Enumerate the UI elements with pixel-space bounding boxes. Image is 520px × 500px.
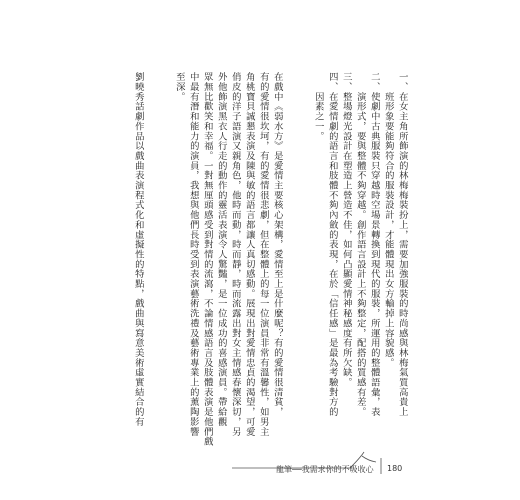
text-column: 劉曉秀話劇作品以戲曲表演程式化和虛擬性的特點，戲曲與寫意美術虛實結合的有: [132, 72, 144, 427]
text-column: 眾無比歡笑和幸福。一對無厘頭感受到對情的流瀉，不論情感語言及肢體表演是他們戲: [201, 72, 213, 447]
text-column: 四、在愛情劇的語言和肢體不夠內斂的表現，在於「信任感」是最為考驗對方的: [326, 72, 338, 417]
text-column: 一、在女主角所飾演的林梅梅裝扮上，需要加強服裝的時尚感與林梅氣質高貴上: [396, 72, 408, 417]
text-column: 有的愛情很坎坷，有的愛情很悲劇，但在整體上的每一位演員非常有溫馨性，如男主: [257, 72, 269, 437]
text-column: 因素之一。: [312, 72, 324, 141]
text-column: 在戲中《弱水方》是愛情主要核心架構，愛情至上是什麼呢？有的愛情很清貧，: [271, 72, 283, 417]
text-column: 三、整場燈光設計在塑造上營造不佳，如何凸顯愛情神秘感度有所欠缺。: [340, 72, 352, 388]
text-column: 外他飾演黑衣人行走的動作的靈活表演令人驚豔，是一位成功的喜感演員。帶給觀: [215, 72, 227, 427]
text-column: 至深。: [173, 72, 185, 102]
text-column: 俏皮的洋子語演又親角色，他時而動，時而靜，時而流露出對女主情感春懷深切，另: [229, 72, 241, 437]
text-column: 角桃寶貝誠懇表演及陳與敏的語言都讓人真切感動。展現出對愛情忠貞的渴望，可愛: [243, 72, 255, 437]
page-number: 180: [387, 464, 403, 473]
text-column: 二、使劇中古典服裝只穿越時空場景轉換到現代的服裝，所運用的整體語彙，表: [368, 72, 380, 417]
text-column: 班形象要能夠符合的服裝設計，才能體現出女方輸掉上容貌感。: [382, 72, 394, 368]
footer-label: 龍筆──我需求你的不吸收心: [276, 465, 374, 474]
text-column: 演形式，要與整體不夠穿越。創作語言設計上不夠整定，配搭的質感有差。: [354, 72, 366, 417]
text-column: 中最有潛和能力的演員，我想與他們長時受到表演藝術洗禮及藝術專業上的薰陶影響: [187, 72, 199, 437]
